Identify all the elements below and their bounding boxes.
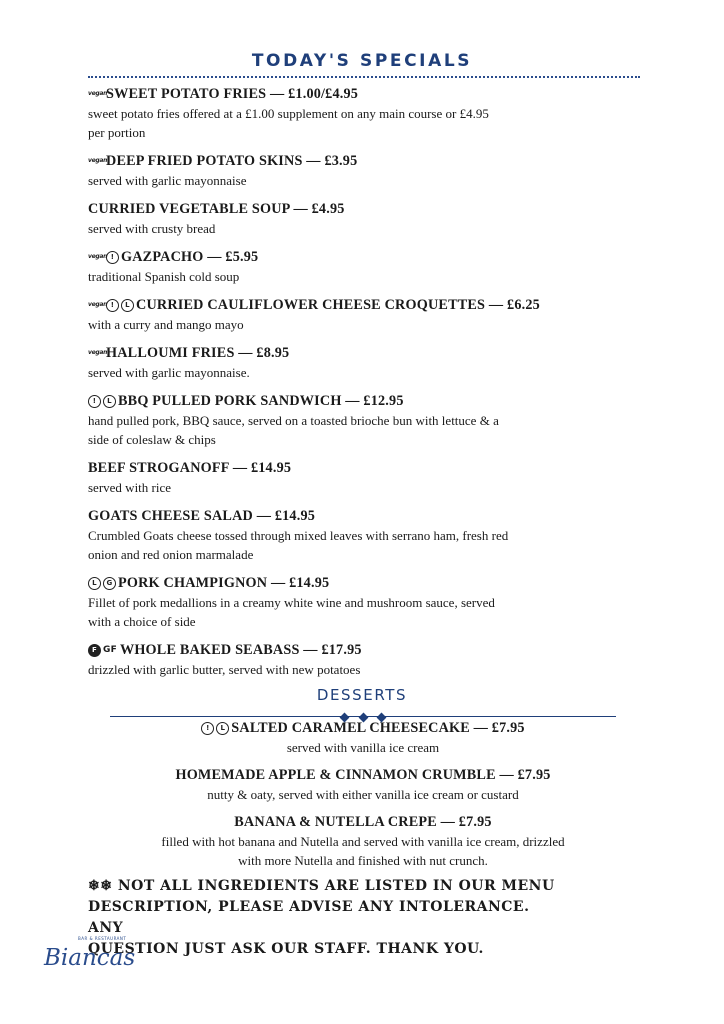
menu-item-name: GOATS CHEESE SALAD — £14.95 bbox=[88, 508, 316, 524]
menu-item-name: SWEET POTATO FRIES — £1.00/£4.95 bbox=[106, 86, 359, 102]
gluten-free-icon: G bbox=[103, 577, 116, 590]
allergen-icon: ! bbox=[106, 251, 119, 264]
menu-item-title bbox=[88, 812, 638, 832]
menu-item-title bbox=[88, 151, 638, 171]
lactose-icon: L bbox=[88, 577, 101, 590]
vegan-icon: vegan bbox=[88, 157, 108, 164]
menu-item-name: PORK CHAMPIGNON — £14.95 bbox=[118, 575, 330, 591]
vegan-icon: vegan bbox=[88, 253, 108, 260]
menu-item bbox=[88, 391, 638, 449]
lactose-icon: L bbox=[103, 395, 116, 408]
menu-item-description: Fillet of pork medallions in a creamy white wine and mushroom sauce, served bbox=[88, 595, 495, 610]
menu-item-name: GAZPACHO — £5.95 bbox=[121, 249, 259, 265]
menu-item-title bbox=[88, 640, 638, 660]
menu-item-description: served with rice bbox=[88, 480, 172, 495]
menu-item-name: BBQ PULLED PORK SANDWICH — £12.95 bbox=[118, 393, 404, 409]
menu-item bbox=[88, 458, 638, 497]
menu-item-title bbox=[88, 247, 638, 267]
menu-item-description: side of coleslaw & chips bbox=[88, 432, 216, 447]
menu-item-name: SALTED CARAMEL CHEESECAKE — £7.95 bbox=[231, 720, 525, 736]
menu-item bbox=[88, 765, 638, 804]
menu-item bbox=[88, 573, 638, 631]
notice-line: QUESTION JUST ASK OUR STAFF. THANK YOU. bbox=[88, 941, 484, 957]
menu-item bbox=[88, 640, 638, 679]
menu-item-title bbox=[88, 718, 638, 738]
vegan-icon: vegan bbox=[88, 90, 108, 97]
desserts-list bbox=[88, 718, 638, 870]
menu-item-description: served with garlic mayonnaise. bbox=[88, 365, 250, 380]
menu-item bbox=[88, 151, 638, 190]
lactose-icon: L bbox=[216, 722, 229, 735]
menu-item-description: served with crusty bread bbox=[88, 221, 216, 236]
menu-item bbox=[88, 295, 638, 334]
menu-item-description: with more Nutella and finished with nut crunch. bbox=[238, 853, 488, 868]
menu-item-description: traditional Spanish cold soup bbox=[88, 269, 240, 284]
menu-item bbox=[88, 343, 638, 382]
menu-item-name: BANANA & NUTELLA CREPE — £7.95 bbox=[234, 814, 492, 830]
menu-item-description: onion and red onion marmalade bbox=[88, 547, 254, 562]
menu-item-name: CURRIED VEGETABLE SOUP — £4.95 bbox=[88, 201, 345, 217]
menu-item-title bbox=[88, 458, 638, 478]
specials-list bbox=[88, 84, 638, 679]
menu-item-description: hand pulled pork, BBQ sauce, served on a toasted brioche bun with lettuce & a bbox=[88, 413, 499, 428]
menu-item-description: served with garlic mayonnaise bbox=[88, 173, 247, 188]
vegan-icon: vegan bbox=[88, 301, 108, 308]
dotted-divider bbox=[88, 76, 640, 78]
menu-item-description: with a choice of side bbox=[88, 614, 196, 629]
menu-item bbox=[88, 506, 638, 564]
menu-item-name: DEEP FRIED POTATO SKINS — £3.95 bbox=[106, 153, 358, 169]
menu-item-title bbox=[88, 765, 638, 785]
allergen-icon: ! bbox=[88, 395, 101, 408]
gf-label: GF bbox=[103, 645, 117, 655]
notice-line: DESCRIPTION, PLEASE ADVISE ANY INTOLERANCE. ANY bbox=[88, 899, 530, 936]
menu-item bbox=[88, 812, 638, 870]
menu-item-description: drizzled with garlic butter, served with new potatoes bbox=[88, 662, 361, 677]
logo-tagline: BAR & RESTAURANT bbox=[78, 936, 127, 941]
menu-item bbox=[88, 84, 638, 142]
menu-item-title bbox=[88, 343, 638, 363]
menu-item-title bbox=[88, 391, 638, 411]
menu-item-name: CURRIED CAULIFLOWER CHEESE CROQUETTES — £6.25 bbox=[136, 297, 540, 313]
menu-item-description: filled with hot banana and Nutella and served with vanilla ice cream, drizzled bbox=[161, 834, 565, 849]
notice-prefix: ❄❄ bbox=[88, 878, 113, 894]
menu-item-title bbox=[88, 573, 638, 593]
menu-item-name: BEEF STROGANOFF — £14.95 bbox=[88, 460, 292, 476]
menu-item-name: HALLOUMI FRIES — £8.95 bbox=[106, 345, 290, 361]
menu-item-description: served with vanilla ice cream bbox=[286, 740, 440, 755]
restaurant-logo: Biancas bbox=[44, 945, 136, 971]
menu-item-name: HOMEMADE APPLE & CINNAMON CRUMBLE — £7.95 bbox=[175, 767, 551, 783]
menu-item-name: WHOLE BAKED SEABASS — £17.95 bbox=[119, 642, 362, 658]
specials-heading: TODAY'S SPECIALS bbox=[251, 51, 473, 71]
menu-item bbox=[88, 718, 638, 757]
menu-item-description: with a curry and mango mayo bbox=[88, 317, 244, 332]
notice-line: NOT ALL INGREDIENTS ARE LISTED IN OUR MENU bbox=[117, 878, 555, 894]
fish-icon: F bbox=[88, 644, 101, 657]
menu-item-description: Crumbled Goats cheese tossed through mixed leaves with serrano ham, fresh red bbox=[88, 528, 509, 543]
menu-item bbox=[88, 247, 638, 286]
menu-item-title bbox=[88, 199, 638, 219]
allergen-icon: ! bbox=[201, 722, 214, 735]
menu-item-description: nutty & oaty, served with either vanilla ice cream or custard bbox=[207, 787, 519, 802]
menu-item-description: per portion bbox=[88, 125, 146, 140]
desserts-heading: DESSERTS bbox=[316, 686, 408, 704]
menu-item-title bbox=[88, 295, 638, 315]
allergen-icon: ! bbox=[106, 299, 119, 312]
menu-item bbox=[88, 199, 638, 238]
menu-item-title bbox=[88, 84, 638, 104]
allergen-notice bbox=[88, 876, 568, 960]
menu-item-description: sweet potato fries offered at a £1.00 supplement on any main course or £4.95 bbox=[88, 106, 489, 121]
vegan-icon: vegan bbox=[88, 349, 108, 356]
menu-item-title bbox=[88, 506, 638, 526]
lactose-icon: L bbox=[121, 299, 134, 312]
